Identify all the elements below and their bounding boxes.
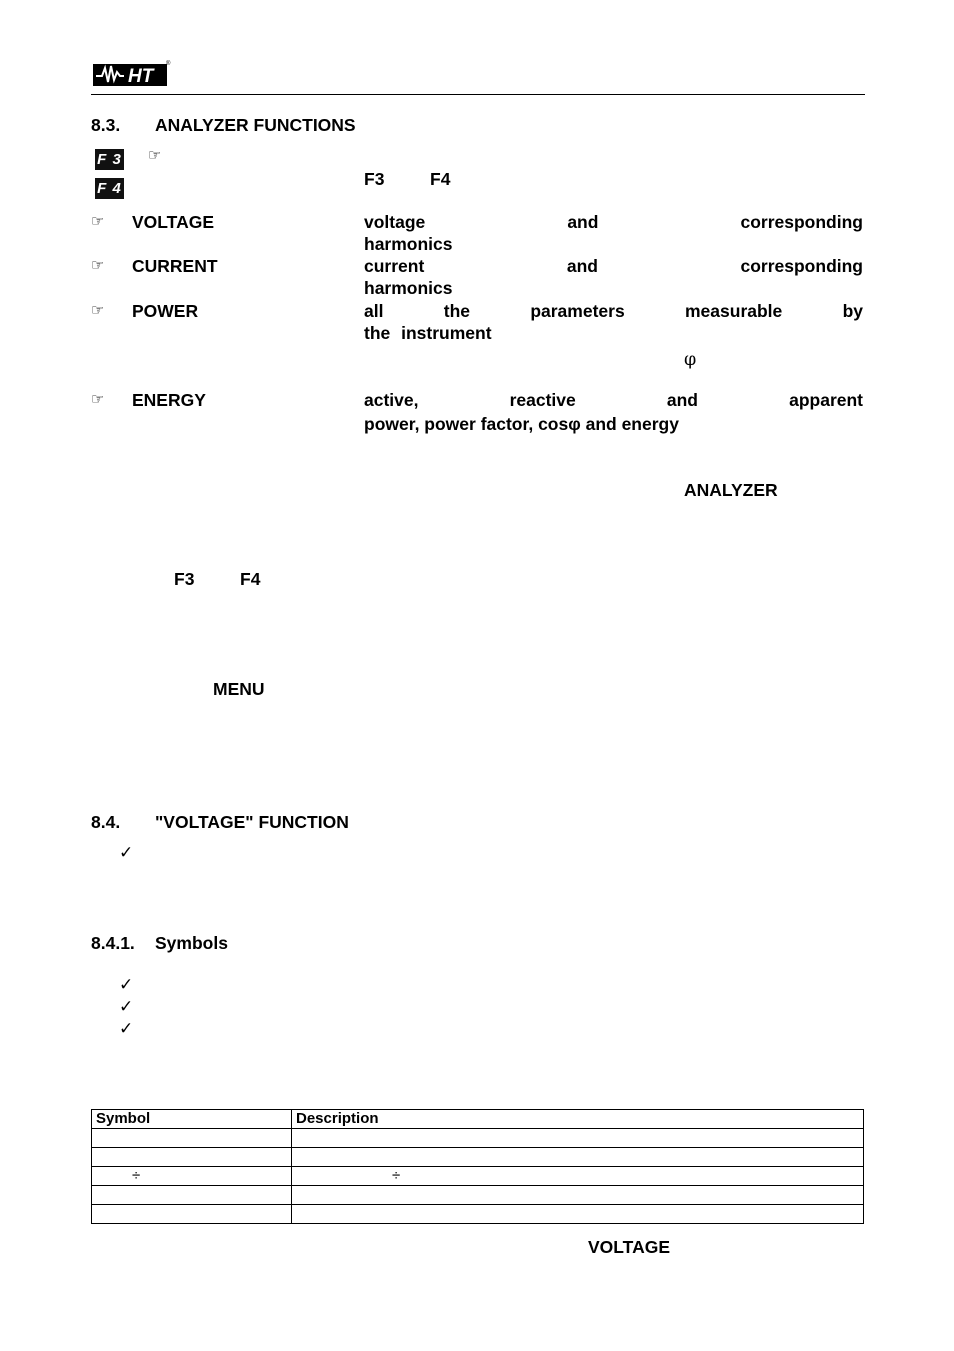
table-row — [92, 1148, 864, 1167]
hand-pointer-icon: ☞ — [91, 256, 105, 274]
item-current-line1: current and corresponding — [364, 256, 863, 276]
table-cell-description — [292, 1148, 864, 1167]
subsection-number: 8.4.1. — [91, 933, 135, 953]
item-voltage-line1: voltage and corresponding — [364, 212, 863, 232]
table-cell-description — [292, 1205, 864, 1224]
check-icon: ✓ — [119, 997, 134, 1017]
table-row — [92, 1205, 864, 1224]
item-power-name: POWER — [132, 301, 199, 321]
section-number: 8.3. — [91, 115, 121, 135]
phi-symbol: φ — [684, 350, 697, 370]
hand-pointer-icon: ☞ — [91, 301, 105, 319]
table-header-description: Description — [292, 1110, 864, 1129]
item-voltage-name: VOLTAGE — [132, 212, 214, 232]
item-energy-name: ENERGY — [132, 390, 206, 410]
item-current-name: CURRENT — [132, 256, 218, 276]
table-cell-description — [292, 1186, 864, 1205]
item-energy-line1: active, reactive and apparent — [364, 390, 863, 410]
menu-label: MENU — [213, 679, 265, 699]
f4-key-icon: F 4 — [95, 178, 124, 199]
f3-key-icon: F 3 — [95, 149, 124, 170]
item-current-line2: harmonics — [364, 278, 453, 298]
hand-pointer-icon: ☞ — [91, 390, 105, 408]
table-cell-symbol — [92, 1186, 292, 1205]
hand-pointer-icon: ☞ — [91, 212, 105, 230]
hand-pointer-icon: ☞ — [148, 146, 162, 164]
intro-f4-label: F4 — [430, 169, 451, 189]
footer-voltage-label: VOLTAGE — [588, 1237, 670, 1257]
symbols-table — [91, 1109, 864, 1224]
check-icon: ✓ — [119, 1019, 134, 1039]
logo-text: HT — [128, 66, 154, 87]
item-energy-line2: power, power factor, cosφ and energy — [364, 414, 679, 434]
table-row — [92, 1129, 864, 1148]
table-header-symbol: Symbol — [92, 1110, 292, 1129]
header-divider — [91, 94, 865, 95]
ht-logo — [92, 58, 172, 88]
check-icon: ✓ — [119, 975, 134, 995]
analyzer-label: ANALYZER — [684, 480, 778, 500]
keys-line-f4: F4 — [240, 569, 261, 589]
ht-logo-icon — [92, 58, 172, 88]
item-power-line2: the instrument — [364, 323, 492, 343]
registered-mark: ® — [166, 61, 171, 67]
item-power-line1: all the parameters measurable by — [364, 301, 863, 321]
table-row — [92, 1186, 864, 1205]
section-title: ANALYZER FUNCTIONS — [155, 115, 356, 135]
table-header-row — [92, 1110, 864, 1129]
intro-f3-label: F3 — [364, 169, 385, 189]
subsection-title: Symbols — [155, 933, 228, 953]
table-cell-symbol — [92, 1129, 292, 1148]
section-number: 8.4. — [91, 812, 121, 832]
check-icon: ✓ — [119, 843, 134, 863]
keys-line-f3: F3 — [174, 569, 195, 589]
item-voltage-line2: harmonics — [364, 234, 453, 254]
table-cell-symbol: ÷ — [92, 1167, 292, 1186]
section-title: "VOLTAGE" FUNCTION — [155, 812, 349, 832]
table-cell-description — [292, 1129, 864, 1148]
table-row — [92, 1167, 864, 1186]
table-cell-symbol — [92, 1205, 292, 1224]
table-cell-symbol — [92, 1148, 292, 1167]
table-cell-description: ÷ — [292, 1167, 864, 1186]
